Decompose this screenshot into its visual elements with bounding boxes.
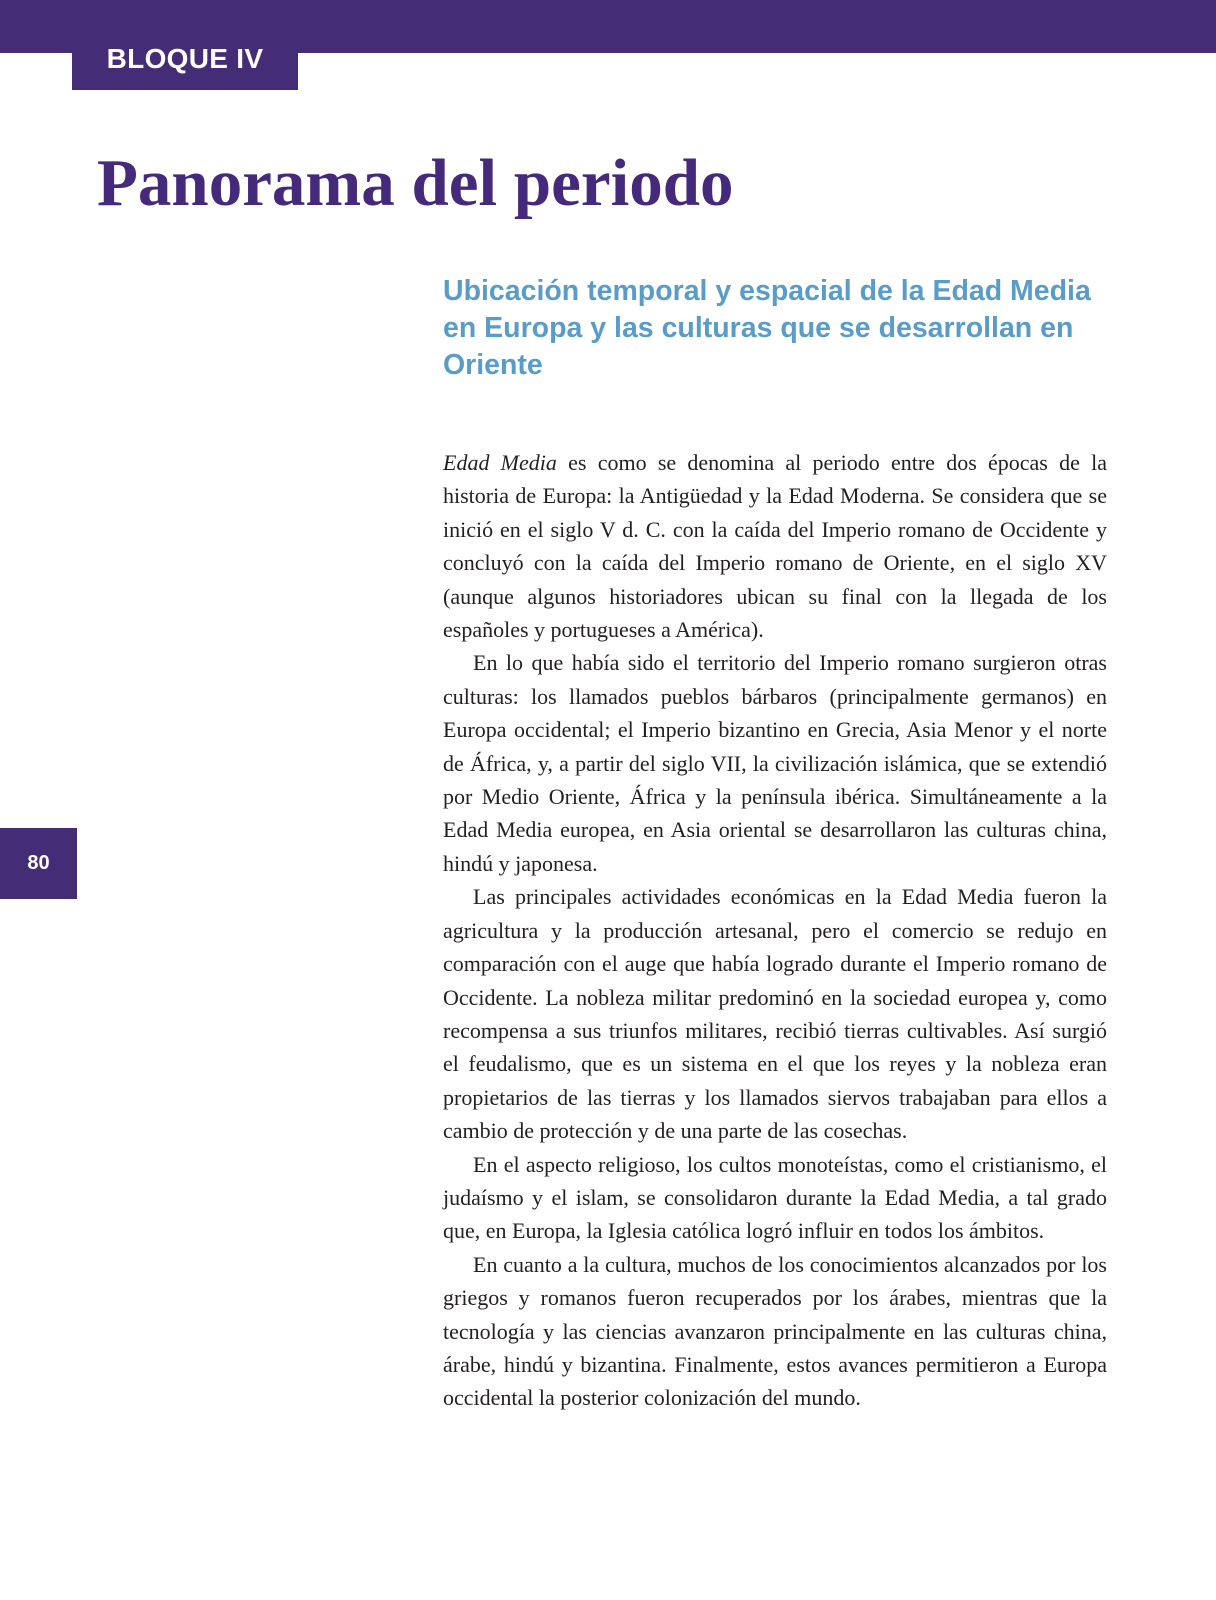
bloque-tab bbox=[72, 0, 298, 90]
paragraph-1 bbox=[443, 446, 1107, 646]
paragraph-1-text: es como se denomina al periodo entre dos épocas de la historia de Europa: la Antigüedad y la Edad Moderna. Se considera que se inició en el siglo V d. C. con la caída del Imperio romano de Occidente y concluyó con la caída del Imperio romano de Oriente, en el siglo XV (aunque algunos historiadores ubican su final con la llegada de los españoles y portugueses a América). bbox=[443, 450, 1107, 643]
body-text bbox=[443, 446, 1107, 1415]
page-number-tab bbox=[0, 828, 77, 899]
page-title: Panorama del periodo bbox=[97, 146, 734, 220]
term-edad-media: Edad Media bbox=[443, 450, 557, 475]
paragraph-3: Las principales actividades económicas en la Edad Media fueron la agricultura y la producción artesanal, pero el comercio se redujo en comparación con el auge que había logrado durante el Imperio romano de Occidente. La nobleza militar predominó en la sociedad europea y, como recompensa a sus triunfos militares, recibió tierras cultivables. Así surgió el feudalismo, que es un sistema en el que los reyes y la nobleza eran propietarios de las tierras y los llamados siervos trabajaban para ellos a cambio de protección y de una parte de las cosechas. bbox=[443, 884, 1107, 1144]
section-heading: Ubicación temporal y espacial de la Edad Media en Europa y las culturas que se desarrollan en Oriente bbox=[443, 275, 1091, 381]
paragraph-2: En lo que había sido el territorio del Imperio romano surgieron otras culturas: los llamados pueblos bárbaros (principalmente germanos) en Europa occidental; el Imperio bizantino en Grecia, Asia Menor y el norte de África, y, a partir del siglo VII, la civilización islámica, que se extendió por Medio Oriente, África y la península ibérica. Simultáneamente a la Edad Media europea, en Asia oriental se desarrollaron las culturas china, hindú y japonesa. bbox=[443, 650, 1107, 876]
page-number: 80 bbox=[27, 852, 50, 874]
paragraph-4: En el aspecto religioso, los cultos monoteístas, como el cristianismo, el judaísmo y el islam, se consolidaron durante la Edad Media, a tal grado que, en Europa, la Iglesia católica logró influir en todos los ámbitos. bbox=[443, 1151, 1107, 1244]
bloque-label: BLOQUE IV bbox=[106, 43, 264, 74]
paragraph-5: En cuanto a la cultura, muchos de los conocimientos alcanzados por los griegos y romanos fueron recuperados por los árabes, mientras que la tecnología y las ciencias avanzaron principalmente en las culturas china, árabe, hindú y bizantina. Finalmente, estos avances permitieron a Europa occidental la posterior colonización del mundo. bbox=[443, 1251, 1107, 1411]
